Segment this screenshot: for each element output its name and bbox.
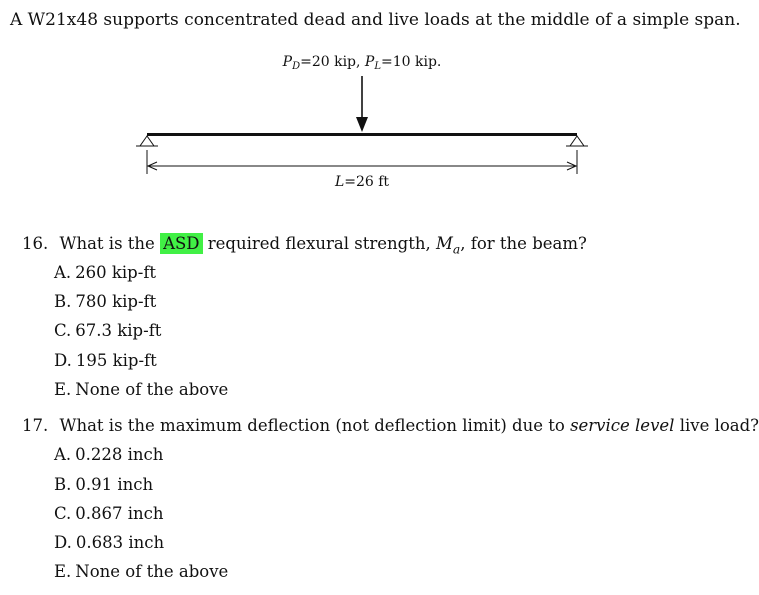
pl-subscript: L xyxy=(374,61,381,72)
question-text-after: live load? xyxy=(679,416,759,435)
q17-option-d: D. 0.683 inch xyxy=(54,533,165,552)
question-text-after: required flexural strength, xyxy=(207,234,431,253)
pd-symbol: P xyxy=(282,54,293,70)
q16-option-d: D. 195 kip-ft xyxy=(54,351,157,370)
moment-symbol: $M_a$ xyxy=(435,234,461,257)
span-symbol: L xyxy=(334,174,345,190)
problem-statement: A W21x48 supports concentrated dead and live loads at the middle of a simple span. xyxy=(10,10,741,30)
question-text-before: What is the maximum deflection (not deflection limit) due to xyxy=(59,416,565,435)
q16-option-b: B. 780 kip-ft xyxy=(54,292,157,311)
service-level-emphasis: service level xyxy=(570,416,675,435)
right-support xyxy=(566,136,588,146)
pd-value: =20 kip, xyxy=(300,54,365,70)
q16-option-e: E. None of the above xyxy=(54,380,229,399)
load-label xyxy=(282,54,442,72)
pl-value: =10 kip. xyxy=(380,54,442,70)
asd-highlight: ASD xyxy=(160,233,202,254)
load-arrow xyxy=(356,76,368,132)
beam-diagram xyxy=(0,0,722,210)
q17-option-c: C. 0.867 inch xyxy=(54,504,164,523)
span-value: =26 ft xyxy=(344,174,390,190)
span-label xyxy=(334,174,389,190)
pl-symbol: P xyxy=(364,54,375,70)
q17-option-e: E. None of the above xyxy=(54,562,229,581)
question-16 xyxy=(22,233,587,260)
question-text-end: , for the beam? xyxy=(460,234,587,253)
q17-option-b: B. 0.91 inch xyxy=(54,475,154,494)
q17-option-a: A. 0.228 inch xyxy=(54,445,164,464)
q16-option-a: A. 260 kip-ft xyxy=(54,263,157,282)
question-number: 17. xyxy=(22,416,49,435)
question-number: 16. xyxy=(22,234,49,253)
pd-subscript: D xyxy=(292,61,301,72)
q16-option-c: C. 67.3 kip-ft xyxy=(54,321,162,340)
left-support xyxy=(136,136,158,146)
question-17 xyxy=(22,415,759,437)
span-dimension xyxy=(147,150,577,174)
question-text-before: What is the xyxy=(59,234,155,253)
